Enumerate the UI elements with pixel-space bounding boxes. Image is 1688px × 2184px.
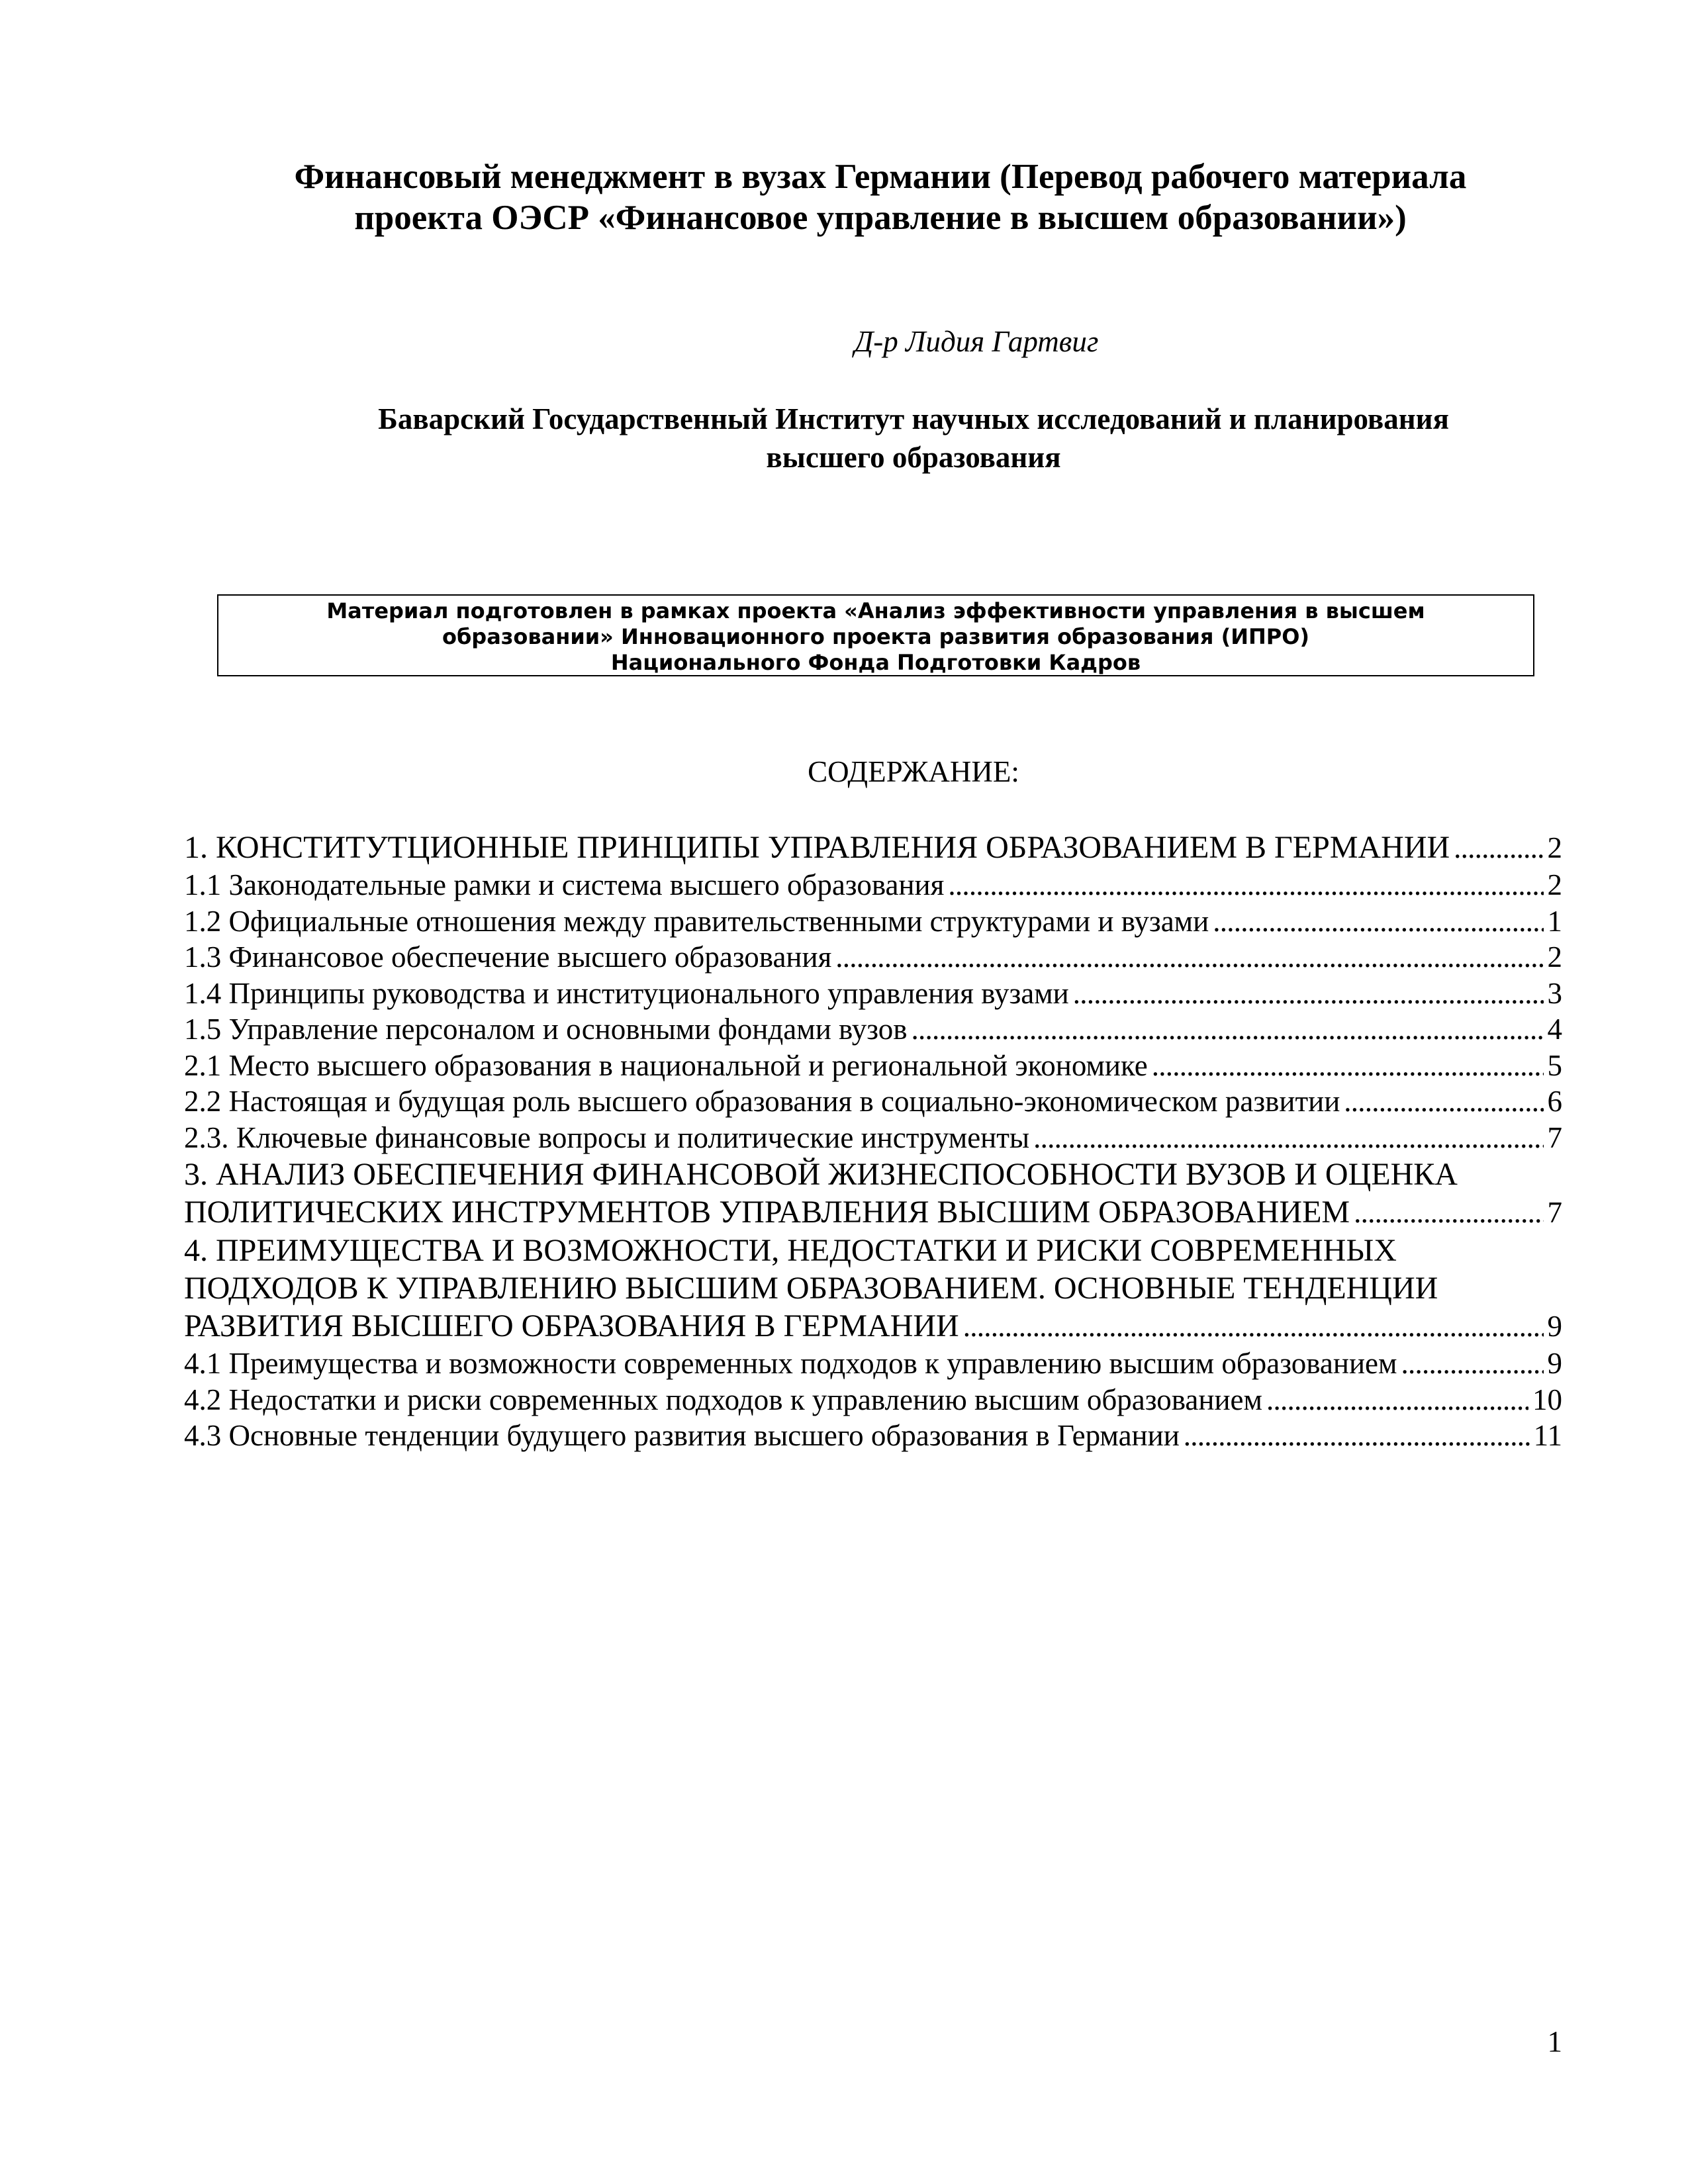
toc-entry-text-line: 3. АНАЛИЗ ОБЕСПЕЧЕНИЯ ФИНАНСОВОЙ ЖИЗНЕСПОСОБНОСТИ ВУЗОВ И ОЦЕНКА: [184, 1157, 1458, 1192]
toc-entry-text: 4.3 Основные тенденции будущего развития высшего образования в Германии: [184, 1419, 1180, 1452]
affiliation-line-2: высшего образования: [766, 441, 1061, 474]
affiliation-line-1: Баварский Государственный Институт научных исследований и планирования: [378, 402, 1449, 435]
toc-dot-leader: [1266, 1382, 1528, 1418]
toc-entry[interactable]: [184, 1120, 1562, 1156]
notice-line-2: образовании» Инновационного проекта развития образования (ИПРО): [442, 624, 1310, 649]
toc-page-number: 7: [1547, 1120, 1562, 1154]
toc-entry[interactable]: [184, 1418, 1562, 1454]
toc-page-number: 5: [1547, 1048, 1562, 1082]
toc-entry-text: 1.5 Управление персоналом и основными фондами вузов: [184, 1013, 908, 1046]
title-line-1: Финансовый менеджмент в вузах Германии (Перевод рабочего материала: [294, 158, 1467, 196]
toc-entry-text: 1.2 Официальные отношения между правительственными структурами и вузами: [184, 904, 1209, 938]
toc-entry-text: РАЗВИТИЯ ВЫСШЕГО ОБРАЗОВАНИЯ В ГЕРМАНИИ: [184, 1308, 959, 1343]
toc-entry[interactable]: [184, 1156, 1562, 1232]
toc-page-number: 9: [1547, 1347, 1562, 1380]
toc-dot-leader: [1354, 1194, 1543, 1232]
project-notice-box: [217, 594, 1534, 676]
toc-page-number: 4: [1547, 1013, 1562, 1046]
toc-page-number: 11: [1533, 1419, 1562, 1452]
table-of-contents: [184, 829, 1562, 1454]
toc-entry-text: 2.3. Ключевые финансовые вопросы и политические инструменты: [184, 1120, 1030, 1154]
toc-page-number: 1: [1547, 904, 1562, 938]
toc-page-number: 7: [1547, 1196, 1562, 1229]
toc-dot-leader: [1184, 1418, 1530, 1454]
toc-entry[interactable]: [184, 1011, 1562, 1048]
toc-heading: СОДЕРЖАНИЕ:: [808, 755, 1019, 788]
toc-dot-leader: [1454, 829, 1543, 867]
toc-dot-leader: [1073, 976, 1544, 1012]
toc-entry[interactable]: [184, 939, 1562, 976]
toc-dot-leader: [948, 867, 1543, 903]
toc-page-number: 9: [1547, 1310, 1562, 1343]
toc-page-number: 10: [1532, 1383, 1562, 1416]
toc-entry[interactable]: [184, 903, 1562, 940]
toc-entry-text: 1.3 Финансовое обеспечение высшего образования: [184, 940, 832, 974]
toc-entry[interactable]: [184, 1232, 1562, 1345]
toc-entry-text: ПОЛИТИЧЕСКИХ ИНСТРУМЕНТОВ УПРАВЛЕНИЯ ВЫСШИМ ОБРАЗОВАНИЕМ: [184, 1195, 1350, 1230]
toc-page-number: 3: [1547, 976, 1562, 1010]
toc-dot-leader: [1033, 1120, 1543, 1156]
toc-entry[interactable]: [184, 867, 1562, 903]
toc-dot-leader: [1152, 1048, 1544, 1084]
toc-entry[interactable]: [184, 1345, 1562, 1382]
toc-dot-leader: [1344, 1083, 1543, 1120]
toc-entry-text-line: 4. ПРЕИМУЩЕСТВА И ВОЗМОЖНОСТИ, НЕДОСТАТКИ И РИСКИ СОВРЕМЕННЫХ: [184, 1233, 1397, 1268]
toc-dot-leader: [912, 1011, 1544, 1048]
toc-entry-text: 1. КОНСТИТУТЦИОННЫЕ ПРИНЦИПЫ УПРАВЛЕНИЯ ОБРАЗОВАНИЕМ В ГЕРМАНИИ: [184, 830, 1450, 865]
toc-entry[interactable]: [184, 1382, 1562, 1418]
toc-entry[interactable]: [184, 1083, 1562, 1120]
toc-page-number: 2: [1547, 831, 1562, 864]
notice-line-1: Материал подготовлен в рамках проекта «Анализ эффективности управления в высшем: [326, 598, 1425, 623]
toc-entry-text: 4.1 Преимущества и возможности современных подходов к управлению высшим образованием: [184, 1347, 1397, 1380]
toc-entry-text: 1.4 Принципы руководства и институционального управления вузами: [184, 976, 1069, 1010]
toc-entry[interactable]: [184, 829, 1562, 867]
toc-entry-text: 2.1 Место высшего образования в национальной и региональной экономике: [184, 1048, 1148, 1082]
toc-entry[interactable]: [184, 976, 1562, 1012]
toc-entry[interactable]: [184, 1048, 1562, 1084]
toc-dot-leader: [1213, 903, 1543, 940]
page-number: 1: [1547, 2025, 1562, 2058]
toc-entry-text: 2.2 Настоящая и будущая роль высшего образования в социально-экономическом развитии: [184, 1085, 1340, 1118]
author-name: Д-р Лидия Гартвиг: [854, 325, 1099, 358]
author-affiliation: [265, 400, 1562, 477]
toc-page-number: 2: [1547, 868, 1562, 901]
toc-entry-text: 1.1 Законодательные рамки и система высшего образования: [184, 868, 945, 901]
toc-entry-text: 4.2 Недостатки и риски современных подходов к управлению высшим образованием: [184, 1383, 1263, 1416]
toc-dot-leader: [963, 1308, 1544, 1345]
toc-page-number: 6: [1547, 1085, 1562, 1118]
document-title: [199, 156, 1562, 238]
title-line-2: проекта ОЭСР «Финансовое управление в высшем образовании»): [354, 199, 1407, 237]
notice-line-3: Национального Фонда Подготовки Кадров: [610, 650, 1141, 675]
toc-entry-text-line: ПОДХОДОВ К УПРАВЛЕНИЮ ВЫСШИМ ОБРАЗОВАНИЕМ. ОСНОВНЫЕ ТЕНДЕНЦИИ: [184, 1271, 1438, 1306]
toc-dot-leader: [1401, 1345, 1544, 1382]
toc-page-number: 2: [1547, 940, 1562, 974]
toc-dot-leader: [835, 939, 1543, 976]
